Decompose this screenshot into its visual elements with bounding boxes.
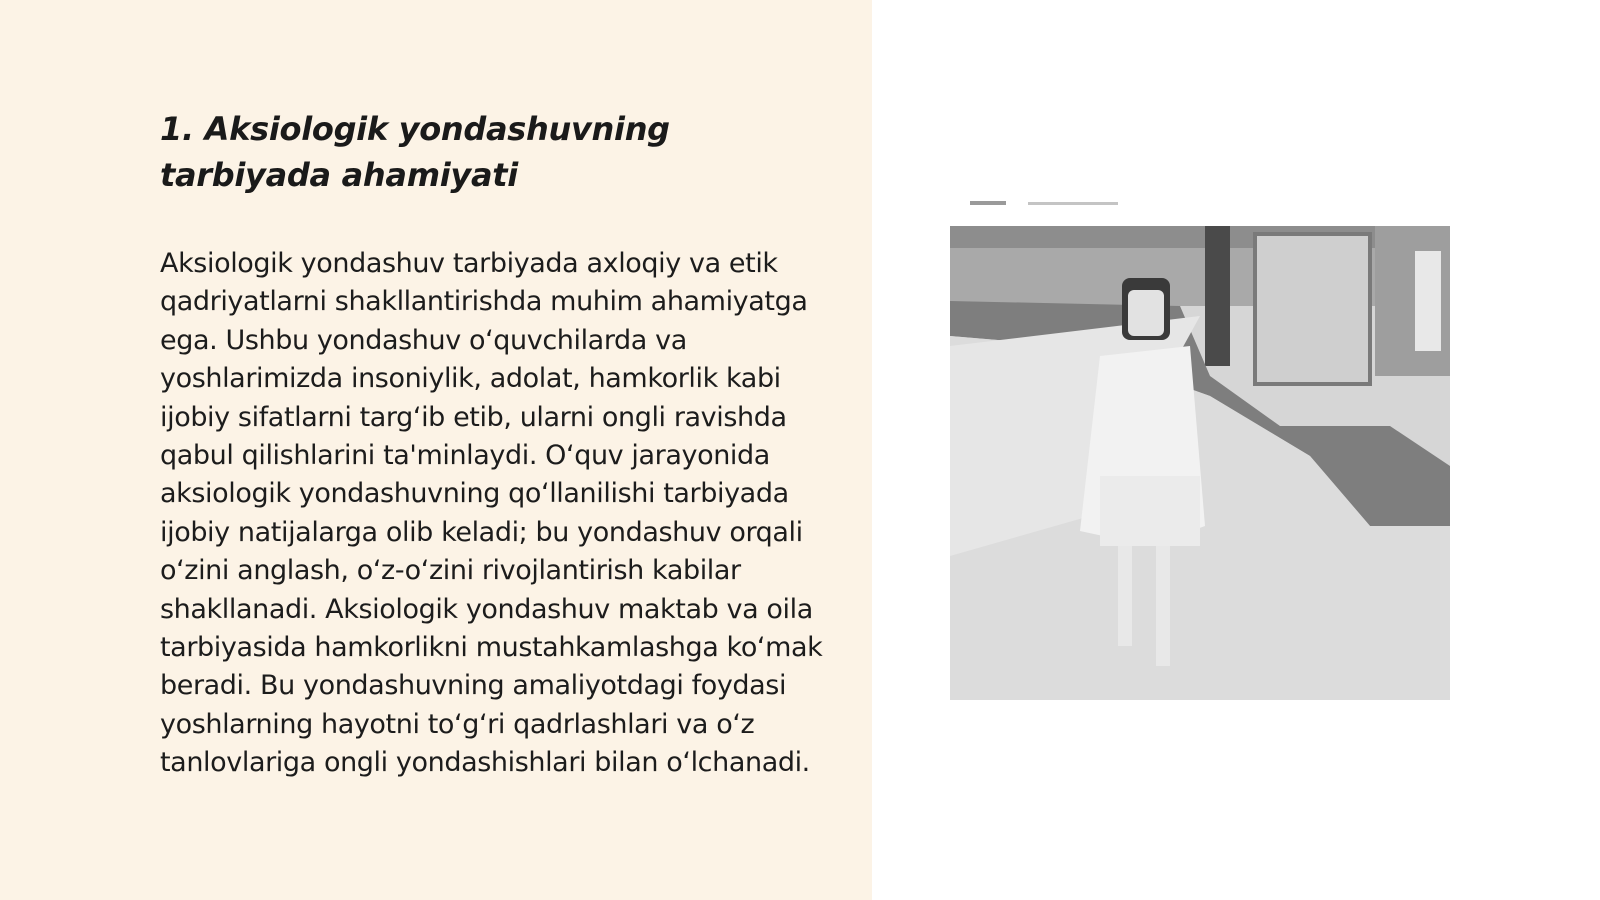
slide-title	[160, 106, 800, 198]
slide-body-text: Aksiologik yondashuv tarbiyada axloqiy va etik qadriyatlarni shakllantirishda muhim ahamiyatga ega. Ushbu yondashuv o‘quvchilarda va yoshlarimizda insoniylik, adolat, hamkorlik kabi ijobiy sifatlarni targ‘ib etib, ularni ongli ravishda qabul qilishlarini ta'minlaydi. O‘quv jarayonida aksiologik yondashuvning qo‘llanilishi tarbiyada ijobiy natijalarga olib keladi; bu yondashuv orqali o‘zini anglash, o‘z-o‘zini rivojlantirish kabilar shakllanadi. Aksiologik yondashuv maktab va oila tarbiyasida hamkorlikni mustahkamlashga ko‘mak beradi. Bu yondashuvning amaliyotdagi foydasi yoshlarning hayotni to‘g‘ri qadrlashlari va o‘z tanlovlariga ongli yondashishlari bilan o‘lchanadi.	[160, 248, 823, 779]
slide-title-line-1: 1. Aksiologik yondashuvning	[160, 110, 670, 148]
photo-girl-walking	[950, 226, 1450, 700]
photo-caption-blur	[970, 198, 1170, 208]
photo-illustration	[950, 226, 1450, 700]
slide-title-line-2: tarbiyada ahamiyati	[160, 156, 518, 194]
